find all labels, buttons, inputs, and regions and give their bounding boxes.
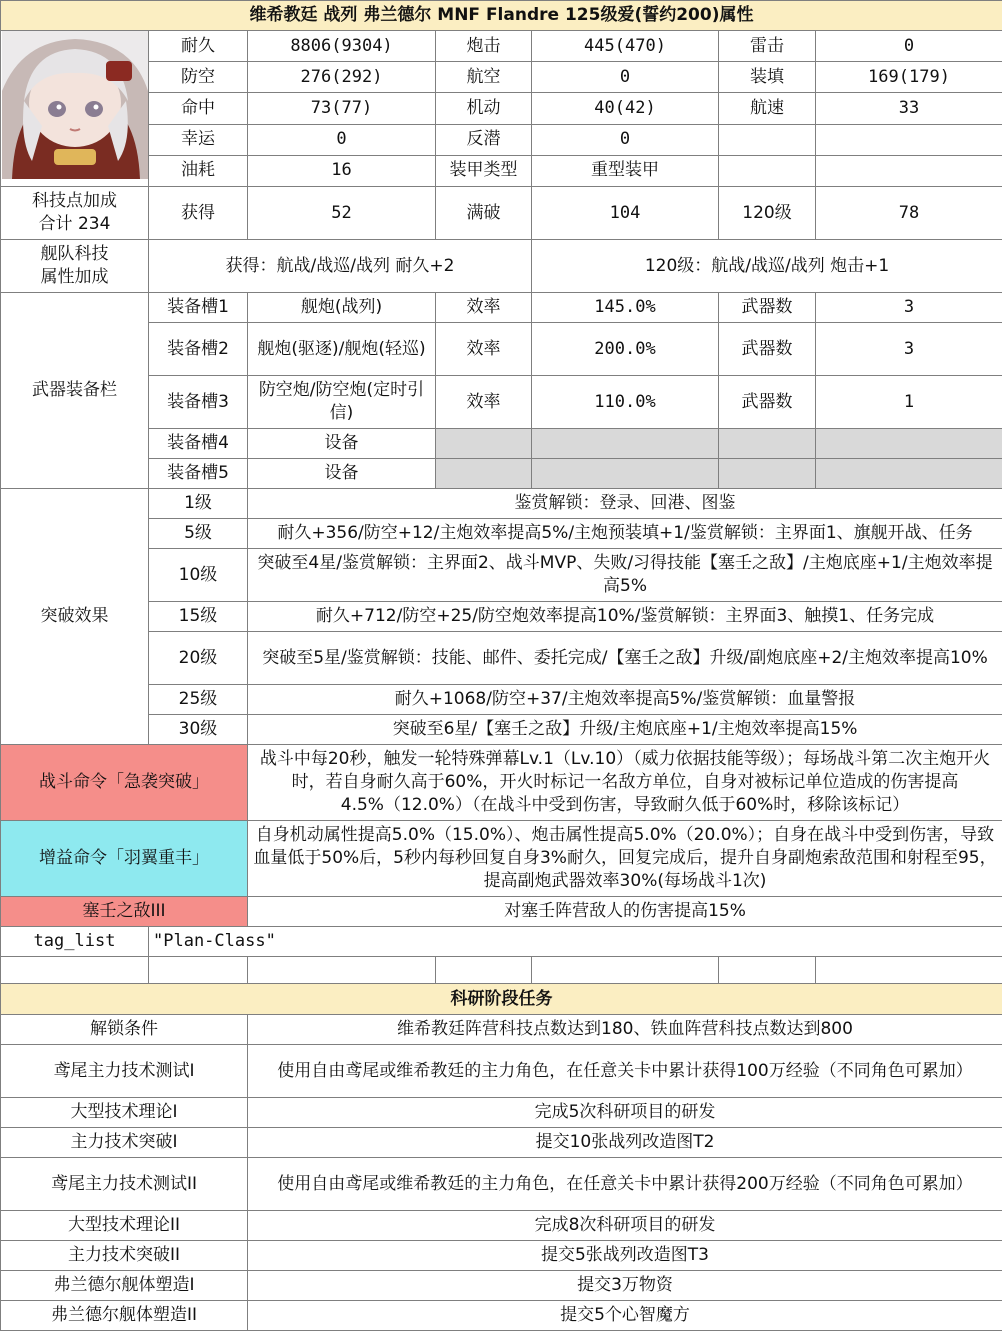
slot-type: 舰炮(驱逐)/舰炮(轻巡) [248,323,436,376]
hp-label: 耐久 [149,31,248,62]
research-task-text: 提交10张战列改造图T2 [248,1128,1002,1158]
empty-cell [436,957,532,984]
research-task-name: 主力技术突破II [1,1241,248,1271]
lb-effect: 耐久+1068/防空+37/主炮效率提高5%/鉴赏解锁：血量警报 [248,685,1002,715]
reload-value: 169(179) [816,62,1002,93]
research-task-text: 提交5个心智魔方 [248,1301,1002,1331]
research-task-text: 提交3万物资 [248,1271,1002,1301]
tech-get-label: 获得 [149,187,248,240]
slot-name: 装备槽4 [149,429,248,459]
portrait-cell [1,31,149,187]
tech-lv120-label: 120级 [719,187,816,240]
slot-count-label: 武器数 [719,323,816,376]
slot-count-value: 3 [816,293,1002,323]
empty-cell [816,124,1002,155]
oil-value: 16 [248,155,436,186]
slot-type: 设备 [248,459,436,489]
aviation-label: 航空 [436,62,532,93]
research-task-text: 完成8次科研项目的研发 [248,1211,1002,1241]
asw-label: 反潜 [436,124,532,155]
lb-level: 25级 [149,685,248,715]
aa-value: 276(292) [248,62,436,93]
lb-effect: 突破至4星/鉴赏解锁：主界面2、战斗MVP、失败/习得技能【塞壬之敌】/主炮底座+1/主炮效率提高5% [248,549,1002,602]
lb-level: 30级 [149,715,248,745]
lb-level: 5级 [149,519,248,549]
slot-count-label: 武器数 [719,293,816,323]
lb-effect: 鉴赏解锁：登录、回港、图鉴 [248,489,1002,519]
oil-label: 油耗 [149,155,248,186]
tech-lb-value: 104 [532,187,719,240]
empty-cell [248,957,436,984]
lb-effect: 突破至5星/鉴赏解锁：技能、邮件、委托完成/【塞壬之敌】升级/副炮底座+2/主炮效率提高10% [248,632,1002,685]
slot-eff-value: 110.0% [532,376,719,429]
slot-type: 设备 [248,429,436,459]
research-task-text: 使用自由鸢尾或维希教廷的主力角色，在任意关卡中累计获得200万经验（不同角色可累加） [248,1158,1002,1211]
empty-cell [816,429,1002,459]
lb-effect: 突破至6星/【塞壬之敌】升级/主炮底座+1/主炮效率提高15% [248,715,1002,745]
lb-level: 1级 [149,489,248,519]
tag-list-value: "Plan-Class" [149,927,1002,957]
tech-lb-label: 满破 [436,187,532,240]
lb-level: 20级 [149,632,248,685]
armor-label: 装甲类型 [436,155,532,186]
empty-cell [1,957,149,984]
skill-name: 塞壬之敌III [1,897,248,927]
empty-cell [436,429,532,459]
aviation-value: 0 [532,62,719,93]
evasion-label: 机动 [436,93,532,124]
slot-eff-label: 效率 [436,323,532,376]
evasion-value: 40(42) [532,93,719,124]
slot-count-label: 武器数 [719,376,816,429]
slot-eff-label: 效率 [436,376,532,429]
torpedo-label: 雷击 [719,31,816,62]
speed-value: 33 [816,93,1002,124]
lb-effect: 耐久+712/防空+25/防空炮效率提高10%/鉴赏解锁：主界面3、触摸1、任务完成 [248,602,1002,632]
slot-name: 装备槽1 [149,293,248,323]
slot-name: 装备槽5 [149,459,248,489]
reload-label: 装填 [719,62,816,93]
fleet-tech-label: 舰队科技 属性加成 [1,240,149,293]
research-task-text: 完成5次科研项目的研发 [248,1098,1002,1128]
speed-label: 航速 [719,93,816,124]
slot-eff-value: 200.0% [532,323,719,376]
limit-break-label: 突破效果 [1,489,149,745]
accuracy-label: 命中 [149,93,248,124]
armor-value: 重型装甲 [532,155,719,186]
slot-eff-value: 145.0% [532,293,719,323]
skill-description: 对塞壬阵营敌人的伤害提高15% [248,897,1002,927]
tag-list-label: tag_list [1,927,149,957]
page-title: 维希教廷 战列 弗兰德尔 MNF Flandre 125级爱(誓约200)属性 [1,1,1002,31]
empty-cell [816,957,1002,984]
slot-name: 装备槽3 [149,376,248,429]
tech-bonus-label: 科技点加成 合计 234 [1,187,149,240]
empty-cell [816,155,1002,186]
fleet-tech-lv120: 120级：航战/战巡/战列 炮击+1 [532,240,1002,293]
research-task-name: 大型技术理论I [1,1098,248,1128]
luck-value: 0 [248,124,436,155]
tech-lv120-value: 78 [816,187,1002,240]
hp-value: 8806(9304) [248,31,436,62]
tech-get-value: 52 [248,187,436,240]
slot-eff-label: 效率 [436,293,532,323]
slot-count-value: 1 [816,376,1002,429]
research-task-text: 使用自由鸢尾或维希教廷的主力角色，在任意关卡中累计获得100万经验（不同角色可累加） [248,1045,1002,1098]
empty-cell [719,429,816,459]
fleet-tech-get: 获得：航战/战巡/战列 耐久+2 [149,240,532,293]
equipment-label: 武器装备栏 [1,293,149,489]
aa-label: 防空 [149,62,248,93]
lb-level: 10级 [149,549,248,602]
research-task-name: 大型技术理论II [1,1211,248,1241]
asw-value: 0 [532,124,719,155]
research-title: 科研阶段任务 [1,984,1002,1015]
accuracy-value: 73(77) [248,93,436,124]
lb-effect: 耐久+356/防空+12/主炮效率提高5%/主炮预装填+1/鉴赏解锁：主界面1、旗舰开战、任务 [248,519,1002,549]
character-portrait-icon [2,31,148,179]
skill-name: 战斗命令「急袭突破」 [1,745,248,821]
empty-cell [816,459,1002,489]
skill-description: 战斗中每20秒，触发一轮特殊弹幕Lv.1（Lv.10）（威力依据技能等级）；每场战斗第二次主炮开火时，若自身耐久高于60%，开火时标记一名敌方单位，自身对被标记单位造成的伤害提高4.5%（12.0%）（在战斗中受到伤害，导致耐久低于60%时，移除该标记） [248,745,1002,821]
empty-cell [436,459,532,489]
empty-cell [719,459,816,489]
empty-cell [149,957,248,984]
lb-level: 15级 [149,602,248,632]
firepower-value: 445(470) [532,31,719,62]
empty-cell [532,957,719,984]
empty-cell [532,429,719,459]
empty-cell [719,124,816,155]
research-task-name: 弗兰德尔舰体塑造I [1,1271,248,1301]
empty-cell [719,957,816,984]
empty-cell [719,155,816,186]
slot-type: 舰炮(战列) [248,293,436,323]
firepower-label: 炮击 [436,31,532,62]
research-task-text: 提交5张战列改造图T3 [248,1241,1002,1271]
slot-name: 装备槽2 [149,323,248,376]
empty-cell [532,459,719,489]
slot-count-value: 3 [816,323,1002,376]
research-task-text: 维希教廷阵营科技点数达到180、铁血阵营科技点数达到800 [248,1015,1002,1045]
torpedo-value: 0 [816,31,1002,62]
research-task-name: 弗兰德尔舰体塑造II [1,1301,248,1331]
research-task-name: 鸢尾主力技术测试II [1,1158,248,1211]
research-task-name: 主力技术突破I [1,1128,248,1158]
skill-name: 增益命令「羽翼重丰」 [1,821,248,897]
luck-label: 幸运 [149,124,248,155]
slot-type: 防空炮/防空炮(定时引信) [248,376,436,429]
skill-description: 自身机动属性提高5.0%（15.0%）、炮击属性提高5.0%（20.0%）；自身在战斗中受到伤害，导致血量低于50%后，5秒内每秒回复自身3%耐久，回复完成后，提升自身副炮索敌范围和射程至95，提高副炮武器效率30%(每场战斗1次) [248,821,1002,897]
research-task-name: 解锁条件 [1,1015,248,1045]
research-task-name: 鸢尾主力技术测试I [1,1045,248,1098]
